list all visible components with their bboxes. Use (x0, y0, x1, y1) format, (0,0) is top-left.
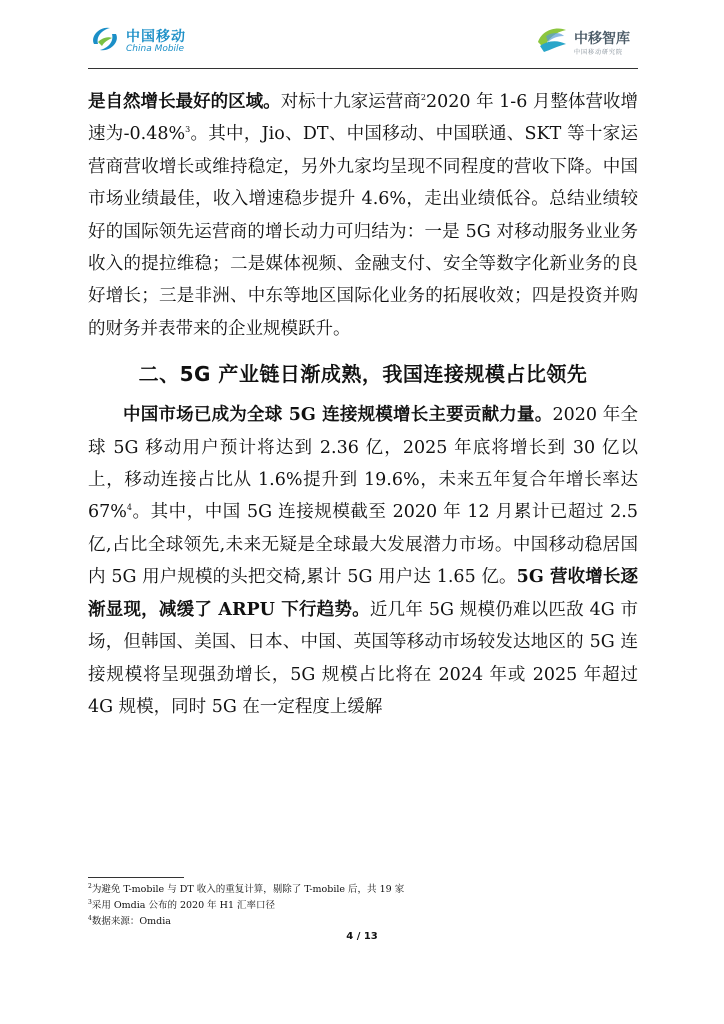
footnote-ref: 4 (126, 503, 132, 513)
footnote-item: $^4$数据来源：Omdia (88, 914, 171, 927)
china-mobile-logo (88, 22, 198, 62)
think-tank-emblem-icon (534, 20, 570, 56)
page-body (88, 86, 638, 723)
paragraph-mid-bold: 5G 营收增长逐渐显现，减缓了 ARPU 下行趋势。 (88, 567, 638, 620)
paragraph-5g-connections (88, 399, 638, 723)
header-divider (88, 68, 638, 69)
paragraph-text: 近几年 5G 规模仍难以匹敌 4G 市场，但韩国、美国、日本、中国、英国等移动市场较发达地区的 5G 连接规模将呈现强劲增长，5G 规模占比将在 2024 年或 2025 年超过 4G 规模，同时 5G 在一定程度上缓解 (88, 599, 638, 717)
think-tank-sub-text: 中国移动研究院 (574, 49, 624, 56)
china-mobile-en-text: China Mobile (126, 44, 185, 54)
paragraph-text: 。其中，中国 5G 连接规模截至 2020 年 12 月累计已超过 2.5 亿,占比全球领先,未来无疑是全球最大发展潜力市场。中国移动稳居国内 5G 用户规模的头把交椅,累计 5G 用户达 1.65 亿。 (88, 502, 638, 588)
footnote-item: $^3$采用 Omdia 公布的 2020 年 H1 汇率口径 (88, 898, 276, 911)
footnote-ref: 3 (185, 125, 191, 135)
section-heading: 二、5G 产业链日渐成熟，我国连接规模占比领先 (138, 362, 588, 387)
paragraph-text: 。其中，Jio、DT、中国移动、中国联通、SKT 等十家运营商营收增长或维持稳定，另外九家均呈现不同程度的营收下降。中国市场业绩最佳，收入增速稳步提升 4.6%，走出业绩低谷。总结业绩较好的国际领先运营商的增长动力可归结为：一是 5G 对移动服务业业务收入的提拉维稳；二是媒体视频、金融支付、安全等数字化新业务的良好增长；三是非洲、中东等地区国际化业务的拓展收效；四是投资并购的财务并表带来的企业规模跃升。 (88, 124, 638, 339)
footnotes (88, 882, 638, 930)
paragraph-text: 2020 年全球 5G 移动用户预计将达到 2.36 亿，2025 年底将增长到 30 亿以上，移动连接占比从 1.6%提升到 19.6%，未来五年复合年增长率达 67% (88, 405, 638, 523)
page-header (0, 0, 724, 72)
footnote-ref: 2 (420, 93, 426, 103)
paragraph-lead-bold: 中国市场已成为全球 5G 连接规模增长主要贡献力量。 (123, 405, 553, 426)
china-mobile-emblem-icon (88, 22, 122, 56)
paragraph-operators-growth (88, 86, 638, 345)
paragraph-text: 对标十九家运营商 (280, 92, 421, 112)
china-mobile-cn-text: 中国移动 (126, 29, 186, 45)
think-tank-cn-text: 中移智库 (574, 31, 630, 47)
footnote-item: $^2$为避免 T-mobile 与 DT 收入的重复计算，剔除了 T-mobile 后，共 19 家 (88, 882, 405, 895)
paragraph-text: 2020 年 1-6 月整体营收增速为-0.48% (88, 92, 639, 145)
paragraph-lead-bold: 是自然增长最好的区域。 (88, 92, 281, 112)
cmri-think-tank-logo (534, 20, 644, 62)
page-number: 4 / 13 (346, 931, 378, 942)
footnote-divider (88, 877, 184, 878)
